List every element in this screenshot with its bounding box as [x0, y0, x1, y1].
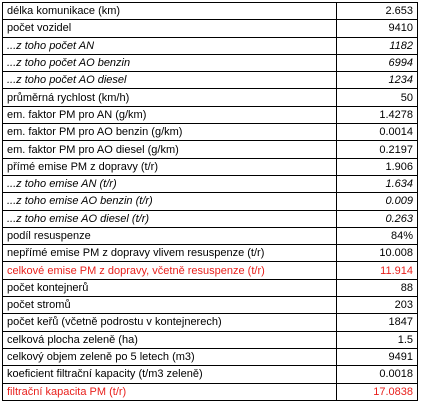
row-label: počet vozidel [3, 20, 337, 37]
table-row [3, 279, 418, 296]
row-label: em. faktor PM pro AO diesel (g/km) [3, 141, 337, 158]
table-row [3, 383, 418, 400]
table-row [3, 245, 418, 262]
row-label: celková plocha zeleně (ha) [3, 331, 337, 348]
row-value: 0.0018 [337, 366, 418, 383]
row-label: ...z toho počet AN [3, 37, 337, 54]
row-label: nepřímé emise PM z dopravy vlivem resuspenze (t/r) [3, 245, 337, 262]
row-label: ...z toho počet AO diesel [3, 72, 337, 89]
row-label: celkový objem zeleně po 5 letech (m3) [3, 348, 337, 365]
row-label: délka komunikace (km) [3, 3, 337, 20]
table-row [3, 262, 418, 279]
table-row [3, 3, 418, 20]
row-label: ...z toho emise AN (t/r) [3, 175, 337, 192]
row-value: 6994 [337, 54, 418, 71]
table-body [3, 3, 418, 401]
table-row [3, 297, 418, 314]
table-row [3, 227, 418, 244]
table-row [3, 348, 418, 365]
row-value: 1.634 [337, 175, 418, 192]
row-value: 17.0838 [337, 383, 418, 400]
row-value: 9410 [337, 20, 418, 37]
row-value: 10.008 [337, 245, 418, 262]
row-value: 0.009 [337, 193, 418, 210]
row-label: filtrační kapacita PM (t/r) [3, 383, 337, 400]
row-label: em. faktor PM pro AO benzin (g/km) [3, 124, 337, 141]
row-value: 0.263 [337, 210, 418, 227]
table-row [3, 175, 418, 192]
row-value: 0.2197 [337, 141, 418, 158]
row-value: 11.914 [337, 262, 418, 279]
row-label: ...z toho emise AO benzin (t/r) [3, 193, 337, 210]
table-row [3, 158, 418, 175]
row-label: ...z toho počet AO benzin [3, 54, 337, 71]
table-row [3, 331, 418, 348]
table-row [3, 193, 418, 210]
table-row [3, 20, 418, 37]
row-label: em. faktor PM pro AN (g/km) [3, 106, 337, 123]
row-value: 9491 [337, 348, 418, 365]
row-label: celkové emise PM z dopravy, včetně resuspenze (t/r) [3, 262, 337, 279]
row-value: 1182 [337, 37, 418, 54]
table-row [3, 141, 418, 158]
table-row [3, 54, 418, 71]
table-row [3, 366, 418, 383]
table-row [3, 314, 418, 331]
row-value: 88 [337, 279, 418, 296]
row-value: 50 [337, 89, 418, 106]
row-label: přímé emise PM z dopravy (t/r) [3, 158, 337, 175]
row-label: průměrná rychlost (km/h) [3, 89, 337, 106]
row-value: 1234 [337, 72, 418, 89]
row-value: 2.653 [337, 3, 418, 20]
row-label: koeficient filtrační kapacity (t/m3 zeleně) [3, 366, 337, 383]
table-row [3, 210, 418, 227]
row-value: 1.4278 [337, 106, 418, 123]
row-value: 84% [337, 227, 418, 244]
row-value: 1.5 [337, 331, 418, 348]
table-row [3, 124, 418, 141]
row-label: ...z toho emise AO diesel (t/r) [3, 210, 337, 227]
table-row [3, 72, 418, 89]
table-row [3, 89, 418, 106]
row-label: podíl resuspenze [3, 227, 337, 244]
emissions-table [2, 2, 418, 401]
table-row [3, 37, 418, 54]
row-value: 0.0014 [337, 124, 418, 141]
row-label: počet kontejnerů [3, 279, 337, 296]
row-label: počet stromů [3, 297, 337, 314]
row-value: 1.906 [337, 158, 418, 175]
row-value: 203 [337, 297, 418, 314]
table-row [3, 106, 418, 123]
row-value: 1847 [337, 314, 418, 331]
row-label: počet keřů (včetně podrostu v kontejnerech) [3, 314, 337, 331]
